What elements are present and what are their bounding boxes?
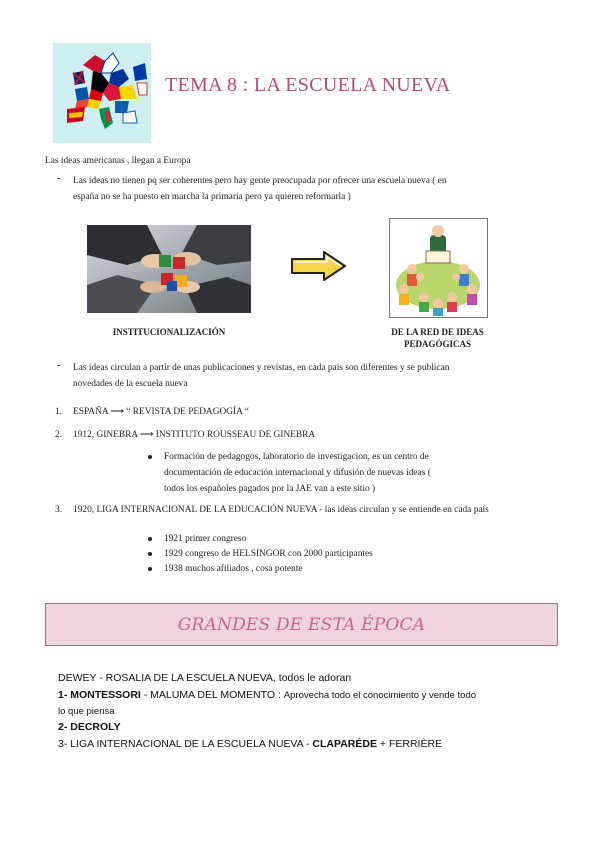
grandes-line-montessori bbox=[58, 687, 476, 704]
grandes-line-liga bbox=[58, 736, 442, 753]
liga-label: 3- LIGA INTERNACIONAL DE LA ESCUELA NUEVA - bbox=[58, 738, 313, 750]
bullet-marker bbox=[148, 531, 162, 547]
point1-line2: españa no se ha puesto en marcha la primaria pero ya quieren reformarla ) bbox=[73, 192, 351, 202]
list-item-3: 1920, LIGA INTERNACIONAL DE LA EDUCACIÓN NUEVA - las ideas circulan y se entiende en cada país bbox=[73, 505, 489, 515]
right-arrow-icon bbox=[290, 250, 348, 287]
caption-red-ideas-line1: DE LA RED DE IDEAS bbox=[391, 327, 484, 337]
dash-marker: - bbox=[57, 360, 61, 371]
sub2-line2: documentación de educación internacional y difusión de nuevas ideas ( bbox=[164, 468, 431, 478]
banner-title: GRANDES DE ESTA ÉPOCA bbox=[177, 615, 426, 635]
list-number-1: 1. bbox=[55, 407, 63, 417]
montessori-desc: - MALUMA DEL MOMENTO : bbox=[140, 689, 284, 701]
bullet-marker bbox=[148, 546, 162, 562]
list-item-2: 1912, GINEBRA ⟶ INSTITUTO ROUSSEAU DE GINEBRA bbox=[73, 430, 316, 440]
sub2-line1: Formación de pedagogos, laboratorio de investigacion, es un centro de bbox=[164, 452, 429, 462]
page-title: TEMA 8 : LA ESCUELA NUEVA bbox=[165, 74, 451, 96]
dash-marker: - bbox=[57, 173, 61, 184]
list-item-1: ESPAÑA ⟶ “ REVISTA DE PEDAGOGÍA “ bbox=[73, 407, 249, 417]
bullet-marker bbox=[148, 449, 162, 465]
caption-red-ideas-line2: PEDAGÓGICAS bbox=[403, 339, 471, 349]
claparede-name: CLAPARÉDE bbox=[312, 738, 377, 750]
list-number-3: 3. bbox=[55, 505, 63, 515]
caption-institucionalizacion: INSTITUCIONALIZACIÓN bbox=[112, 327, 226, 337]
point1-line1: Las ideas no tienen pq ser coherentes pero hay gente preocupada por ofrecer una escuela nueva ( en bbox=[73, 176, 447, 186]
point2-line1: Las ideas circulan a partir de unas publicaciones y revistas, en cada país son diferentes y se publican bbox=[73, 363, 450, 373]
grandes-line-continuation: lo que piensa bbox=[58, 706, 115, 717]
montessori-label: 1- MONTESSORI bbox=[58, 689, 141, 701]
list-number-2: 2. bbox=[55, 430, 63, 440]
sub3-item-2: 1929 congreso de HELSINGOR con 2000 participantes bbox=[164, 549, 373, 559]
sub3-item-1: 1921 primer congreso bbox=[164, 534, 247, 544]
point2-line2: novedades de la escuela nueva bbox=[73, 379, 188, 389]
grandes-line-decroly: 2- DECROLY bbox=[58, 721, 121, 733]
europe-map-image bbox=[53, 43, 151, 143]
ferriere-name: + FERRIÈRE bbox=[376, 738, 443, 750]
puzzle-hands-photo bbox=[87, 225, 251, 313]
grandes-line-dewey: DEWEY - ROSALIA DE LA ESCUELA NUEVA, todos le adoran bbox=[58, 672, 352, 684]
intro-text: Las ideas americanas , llegan a Europa bbox=[45, 156, 191, 166]
section-banner bbox=[45, 603, 558, 646]
montessori-detail: Aprovecha todo el conocimiento y vende todo bbox=[283, 690, 477, 701]
bullet-marker bbox=[148, 561, 162, 577]
children-circle-illustration bbox=[389, 218, 488, 318]
sub2-line3: todos los españoles pagados por la JAE van a este sitio ) bbox=[164, 484, 376, 494]
sub3-item-3: 1938 muchos afiliados , cosa potente bbox=[164, 564, 303, 574]
